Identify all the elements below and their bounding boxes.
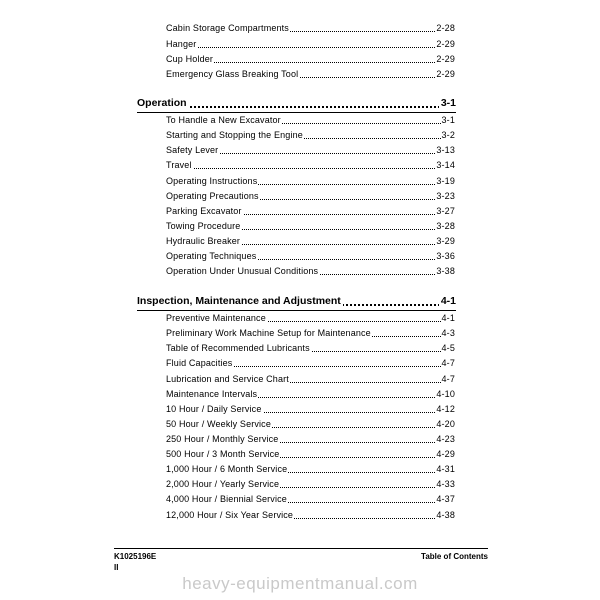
toc-entry[interactable]: Cup Holder 2-29 (166, 52, 455, 67)
toc-entry[interactable]: To Handle a New Excavator 3-1 (166, 113, 455, 128)
toc-entry[interactable]: Cabin Storage Compartments 2-28 (166, 21, 455, 36)
toc-entry[interactable]: Preventive Maintenance 4-1 (166, 311, 455, 326)
toc-entry[interactable]: Starting and Stopping the Engine 3-2 (166, 128, 455, 143)
toc-entry[interactable]: 12,000 Hour / Six Year Service 4-38 (166, 508, 455, 523)
toc-entry[interactable]: 250 Hour / Monthly Service 4-23 (166, 432, 455, 447)
toc-entry[interactable]: 10 Hour / Daily Service 4-12 (166, 402, 455, 417)
toc-entry[interactable]: Operating Precautions 3-23 (166, 189, 455, 204)
toc-entry[interactable]: Towing Procedure 3-28 (166, 219, 455, 234)
doc-number: K1025196E (114, 552, 157, 561)
toc-entry[interactable]: Travel 3-14 (166, 158, 455, 173)
toc-entry[interactable]: Operating Techniques 3-36 (166, 249, 455, 264)
watermark: heavy-equipmentmanual.com (182, 574, 418, 593)
toc-entry[interactable]: Operating Instructions 3-19 (166, 174, 455, 189)
footer-divider (114, 548, 488, 549)
footer-section-name: Table of Contents (421, 552, 488, 561)
toc-entry[interactable]: 1,000 Hour / 6 Month Service 4-31 (166, 462, 455, 477)
toc-entry[interactable]: Lubrication and Service Chart 4-7 (166, 372, 455, 387)
toc-entry[interactable]: 2,000 Hour / Yearly Service 4-33 (166, 477, 455, 492)
toc-entry[interactable]: 500 Hour / 3 Month Service 4-29 (166, 447, 455, 462)
toc-entry[interactable]: Parking Excavator 3-27 (166, 204, 455, 219)
toc-entry[interactable]: Hydraulic Breaker 3-29 (166, 234, 455, 249)
section-heading-inspection[interactable]: Inspection, Maintenance and Adjustment 4-1 (137, 295, 456, 307)
toc-entry[interactable]: Fluid Capacities 4-7 (166, 356, 455, 371)
toc-entry[interactable]: Maintenance Intervals 4-10 (166, 387, 455, 402)
section-heading-operation[interactable]: Operation 3-1 (137, 97, 456, 109)
toc-entry[interactable]: 50 Hour / Weekly Service 4-20 (166, 417, 455, 432)
toc-entry[interactable]: Table of Recommended Lubricants 4-5 (166, 341, 455, 356)
toc-entry[interactable]: Operation Under Unusual Conditions 3-38 (166, 264, 455, 279)
footer-left (114, 551, 156, 573)
toc-entry[interactable]: 4,000 Hour / Biennial Service 4-37 (166, 492, 455, 507)
toc-entry[interactable]: Hanger 2-29 (166, 37, 455, 52)
page-number: II (114, 563, 119, 572)
toc-entry[interactable]: Safety Lever 3-13 (166, 143, 455, 158)
toc-entry[interactable]: Preliminary Work Machine Setup for Maintenance 4-3 (166, 326, 455, 341)
toc-entry[interactable]: Emergency Glass Breaking Tool 2-29 (166, 67, 455, 82)
